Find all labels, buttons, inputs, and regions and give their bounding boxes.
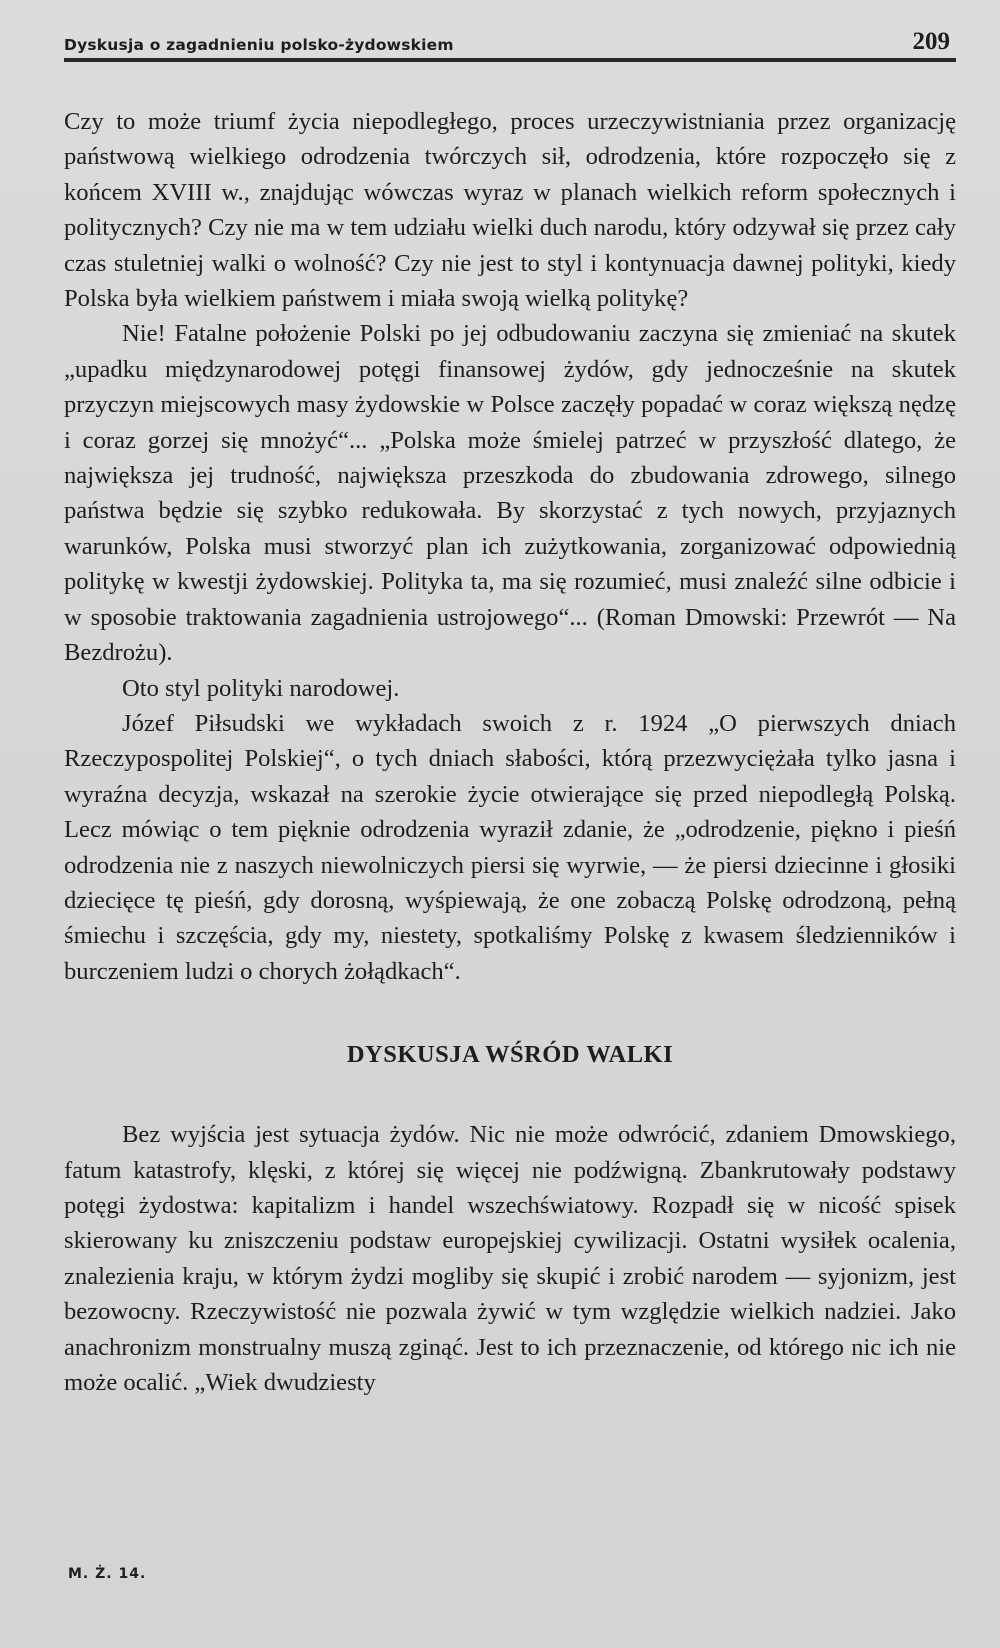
paragraph-1: Czy to może triumf życia niepodległego, proces urzeczywistniania przez organizację państwową wielkiego odrodzenia twórczych sił, odrodzenia, które rozpoczęło się z końcem XVIII w., znajdując wówczas wyraz w planach wielkich reform społecznych i politycznych? Czy nie ma w tem udziału wielki duch narodu, który odzywał się przez cały czas stuletniej walki o wolność? Czy nie jest to styl i kontynuacja dawnej polityki, kiedy Polska była wielkiem państwem i miała swoją wielką politykę? [64,108,956,313]
page-number: 209 [912,28,950,55]
paragraph-4: Józef Piłsudski we wykładach swoich z r. 1924 „O pierwszych dniach Rzeczypospolitej Polskiej“, o tych dniach słabości, którą przezwyciężała tylko jasna i wyraźna decyzja, wskazał na szerokie życie otwierające się przed niepodległą Polską. Lecz mówiąc o tem pięknie odrodzenia wyraził zdanie, że „odrodzenie, piękno i pieśń odrodzenia nie z naszych niewolniczych piersi się wyrwie, — że piersi dziecinne i głosiki dziecięce tę pieśń, gdy dorosną, wyśpiewają, że one zobaczą Polskę odrodzoną, pełną śmiechu i szczęścia, gdy my, niestety, spotkaliśmy Polskę z kwasem śledzienników i burczeniem ludzi o chorych żołądkach“. [64,709,956,985]
body-text [64,104,956,989]
running-title: Dyskusja o zagadnieniu polsko-żydowskiem [64,36,454,54]
running-header [64,18,956,62]
printer-signature: M. Ż. 14. [68,1566,147,1582]
paragraph-2: Nie! Fatalne położenie Polski po jej odbudowaniu zaczyna się zmieniać na skutek „upadku międzynarodowej potęgi finansowej żydów, gdy jednocześnie na skutek przyczyn miejscowych masy żydowskie w Polsce zaczęły popadać w coraz większą nędzę i coraz gorzej się mnożyć“... „Polska może śmielej patrzeć w przyszłość dlatego, że największa jej trudność, największa przeszkoda do zbudowania zdrowego, silnego państwa będzie się szybko redukowała. By skorzystać z tych nowych, przyjaznych warunków, Polska musi stworzyć plan ich zużytkowania, zorganizować odpowiednią politykę w kwestji żydowskiej. Polityka ta, ma się rozumieć, musi znaleźć silne odbicie i w sposobie traktowania zagadnienia ustrojowego“... (Roman Dmowski: Przewrót — Na Bezdrożu). [64,320,956,667]
section-text [64,1117,956,1400]
section-paragraph: Bez wyjścia jest sytuacja żydów. Nic nie może odwrócić, zdaniem Dmowskiego, fatum katastrofy, klęski, z której się więcej nie podźwigną. Zbankrutowały podstawy potęgi żydostwa: kapitalizm i handel wszechświatowy. Rozpadł się w nicość spisek skierowany ku zniszczeniu podstaw europejskiej cywilizacji. Ostatni wysiłek ocalenia, znalezienia kraju, w którym żydzi mogliby się skupić i zrobić narodem — syjonizm, jest bezowocny. Rzeczywistość nie pozwala żywić w tym względzie wielkich nadziei. Jako anachronizm monstrualny muszą zginąć. Jest to ich przeznaczenie, od którego nic ich nie może ocalić. „Wiek dwudziesty [64,1121,956,1396]
paragraph-3: Oto styl polityki narodowej. [122,674,400,702]
section-heading: DYSKUSJA WŚRÓD WALKI [346,1041,674,1069]
